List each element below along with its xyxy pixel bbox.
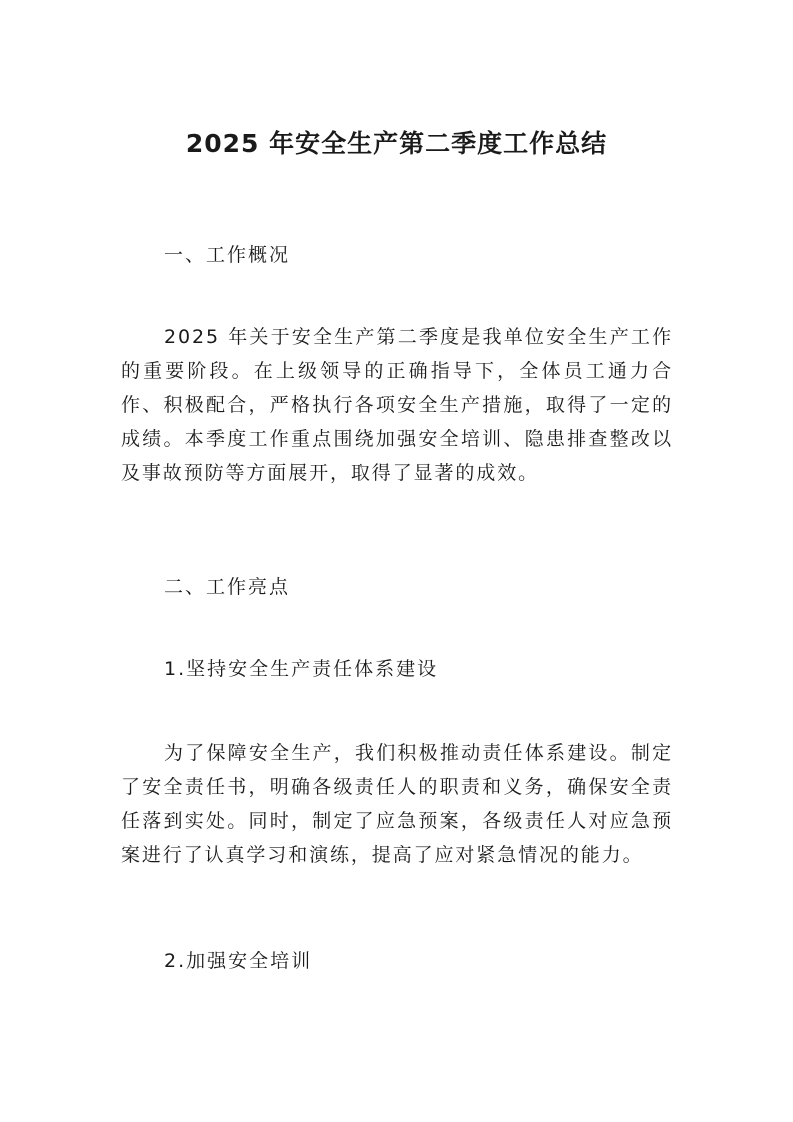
section-heading-highlights: 二、工作亮点: [164, 576, 291, 598]
subsection-heading-safety-training: 2.加强安全培训: [164, 950, 313, 972]
document-title: 2025 年安全生产第二季度工作总结: [185, 129, 608, 158]
subsection-heading-responsibility-system: 1.坚持安全生产责任体系建设: [164, 658, 439, 680]
section-heading-overview: 一、工作概况: [164, 244, 291, 266]
section-paragraph-overview: 2025 年关于安全生产第二季度是我单位安全生产工作的重要阶段。在上级领导的正确指导下，全体员工通力合作、积极配合，严格执行各项安全生产措施，取得了一定的成绩。本季度工作重点围绕加强安全培训、隐患排查整改以及事故预防等方面展开，取得了显著的成效。: [121, 326, 673, 484]
subsection-paragraph-responsibility-system: 为了保障安全生产，我们积极推动责任体系建设。制定了安全责任书，明确各级责任人的职责和义务，确保安全责任落到实处。同时，制定了应急预案，各级责任人对应急预案进行了认真学习和演练，提高了应对紧急情况的能力。: [121, 742, 673, 866]
